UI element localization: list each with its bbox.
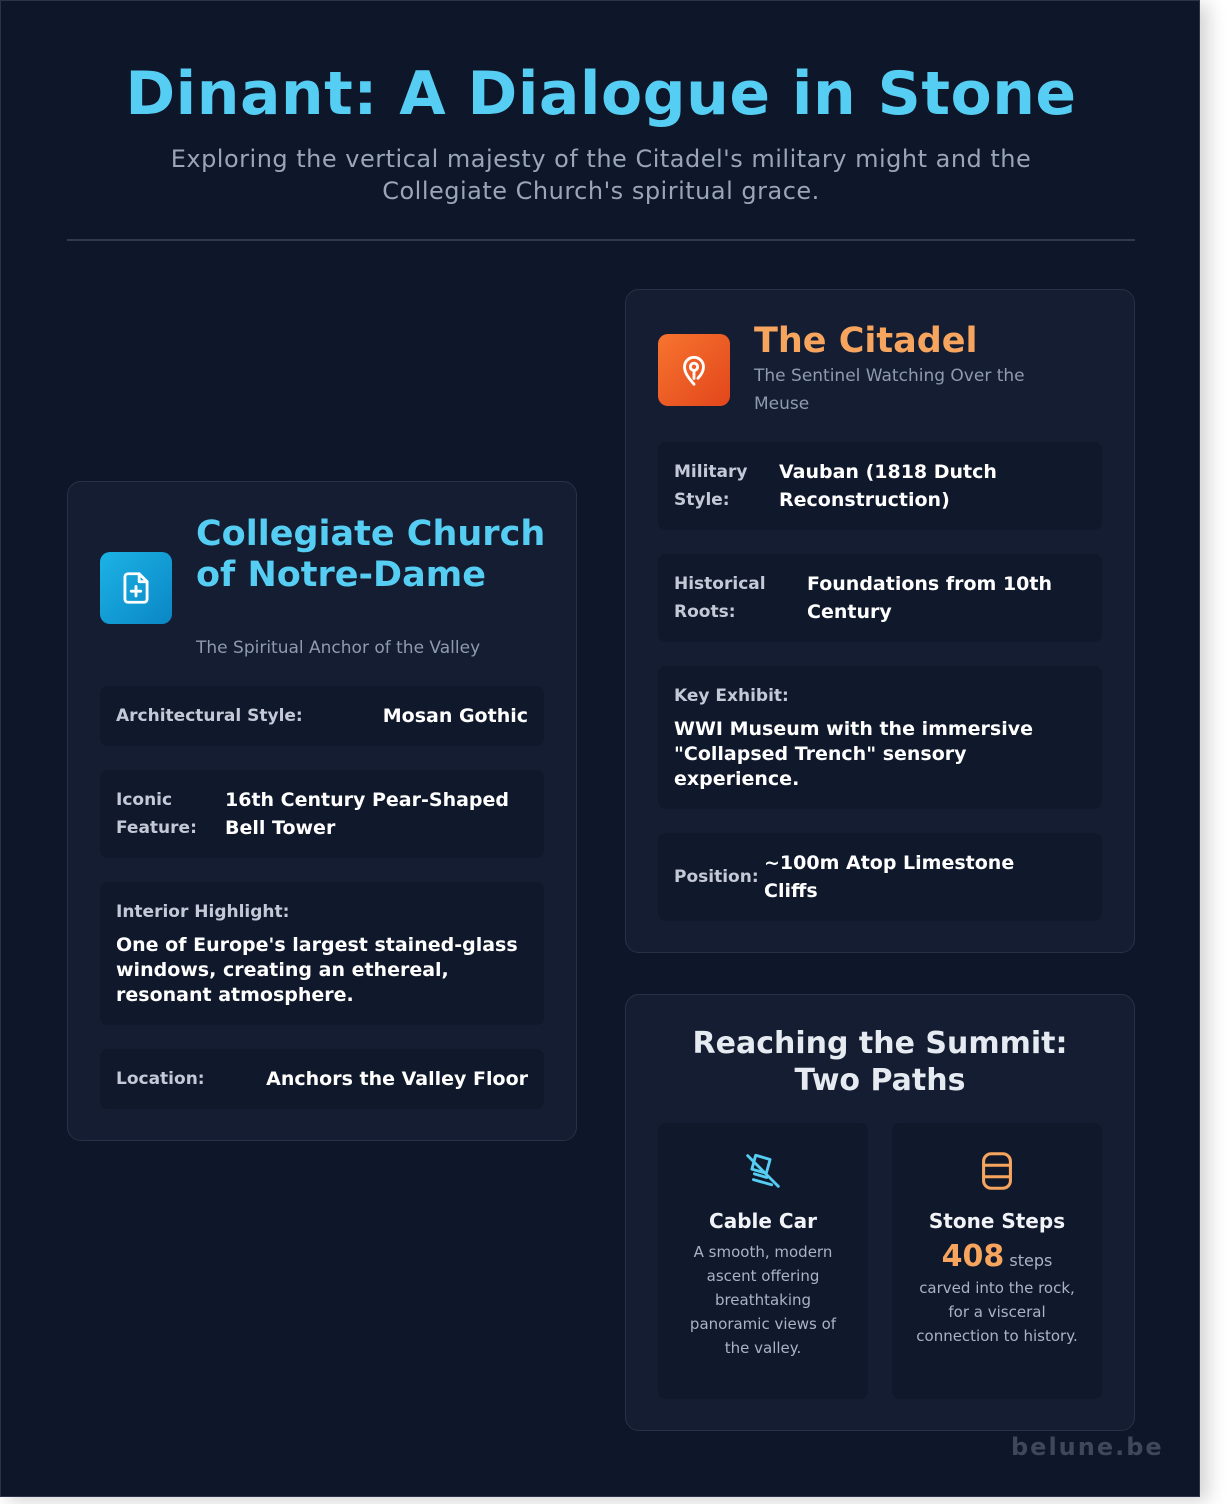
church-subtitle: The Spiritual Anchor of the Valley — [196, 638, 481, 658]
citadel-title: The Citadel — [754, 321, 978, 361]
row-label: Iconic Feature: — [116, 790, 197, 838]
church-row-style — [100, 686, 544, 746]
map-pin-icon — [658, 334, 730, 406]
row-label: Position: — [674, 867, 759, 887]
citadel-row-roots — [658, 554, 1102, 642]
church-row-location — [100, 1049, 544, 1109]
page-title: Dinant: A Dialogue in Stone — [125, 59, 1077, 129]
row-value: Foundations from 10th Century — [807, 573, 1052, 623]
path-cable-car — [658, 1123, 868, 1399]
row-value: WWI Museum with the immersive "Collapsed Trench" sensory experience. — [674, 718, 1034, 790]
row-value: 16th Century Pear-Shaped Bell Tower — [225, 789, 510, 839]
row-label: Key Exhibit: — [674, 686, 789, 706]
path-name: Cable Car — [709, 1209, 817, 1233]
church-row-feature — [100, 770, 544, 858]
row-value: Mosan Gothic — [382, 705, 528, 727]
citadel-subtitle: The Sentinel Watching Over the Meuse — [754, 366, 1025, 414]
row-label: Architectural Style: — [116, 706, 303, 726]
row-label: Historical Roots: — [674, 574, 766, 622]
brand-watermark: belune.be — [1011, 1433, 1164, 1461]
church-row-interior — [100, 882, 544, 1025]
citadel-row-exhibit — [658, 666, 1102, 809]
steps-unit: steps — [1009, 1251, 1053, 1270]
steps-count: 408 — [941, 1239, 1005, 1274]
citadel-row-position — [658, 833, 1102, 921]
church-title: Collegiate Church of Notre-Dame — [196, 514, 546, 595]
cable-car-icon — [740, 1147, 786, 1195]
steps-count-line — [892, 1239, 1102, 1274]
summit-title: Reaching the Summit: Two Paths — [692, 1026, 1068, 1098]
path-description: A smooth, modern ascent offering breathtaking panoramic views of the valley. — [689, 1243, 837, 1357]
path-description: carved into the rock, for a visceral connection to history. — [916, 1279, 1078, 1345]
document-plus-icon — [100, 552, 172, 624]
row-value: Vauban (1818 Dutch Reconstruction) — [779, 461, 997, 511]
row-label: Location: — [116, 1069, 205, 1089]
row-label: Military Style: — [674, 462, 748, 510]
summit-card — [625, 994, 1135, 1431]
path-stone-steps — [892, 1123, 1102, 1399]
header-divider — [67, 239, 1135, 241]
church-card — [67, 481, 577, 1141]
citadel-card — [625, 289, 1135, 953]
page-subtitle: Exploring the vertical majesty of the Citadel's military might and the Collegiate Church's spiritual grace. — [170, 145, 1032, 205]
citadel-row-military — [658, 442, 1102, 530]
row-value: Anchors the Valley Floor — [266, 1068, 528, 1090]
stone-steps-icon — [974, 1147, 1020, 1195]
row-value: ~100m Atop Limestone Cliffs — [764, 852, 1015, 902]
row-label: Interior Highlight: — [116, 902, 290, 922]
row-value: One of Europe's largest stained-glass windows, creating an ethereal, resonant atmosphere. — [116, 934, 518, 1006]
path-name: Stone Steps — [928, 1209, 1066, 1233]
